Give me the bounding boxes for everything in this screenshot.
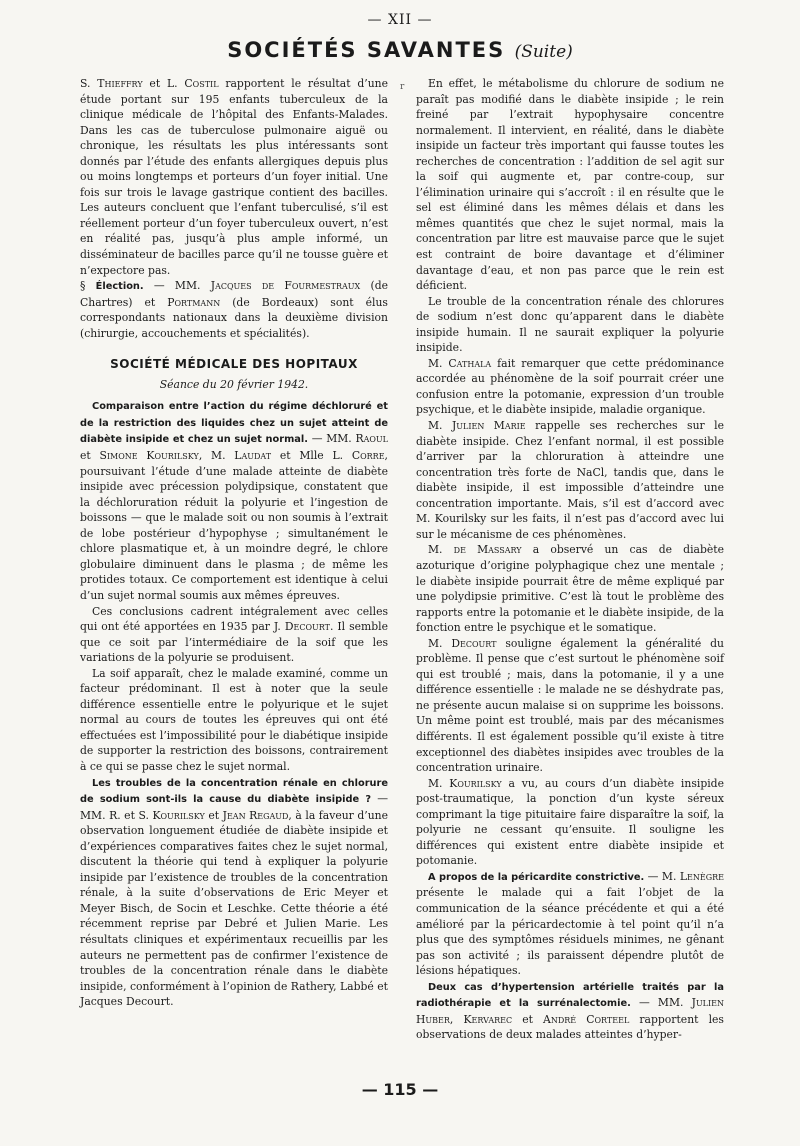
- top-page-number: — XII —: [367, 12, 433, 28]
- election-icon: §: [80, 279, 96, 293]
- paragraph-election: § Élection. — MM. Jacques de Fourmestraux (de Chartres) et Portmann (de Bordeaux) sont élus correspondants nationaux dans la deuxième division (chirurgie, accouchements et spécialités).: [80, 279, 388, 340]
- article-hypertension: Deux cas d’hypertension artérielle traités par la radiothérapie et la surrénalectomie. — MM. Julien Huber, Kervarec et André Corteel rapportent les observations de deux malades atteintes d’hyper-: [416, 981, 724, 1042]
- paragraph-thieffry: S. Thieffry et L. Costil rapportent le résultat d’une étude portant sur 195 enfants tuberculeux de la clinique médicale de l’hôpital des Enfants-Malades. Dans les cas de tuberculose pulmonaire aiguë ou chronique, les résultats les plus intéressants sont donnés par l’étude des enfants allergiques depuis plus ou moins longtemps et porteurs d’un foyer initial. Une fois sur trois le lavage gastrique contient des bacilles. Les auteurs concluent que l’enfant tuberculisé, s’il est réellement porteur d’un foyer tuberculeux ouvert, n’est en réalité pas, jusqu’à plus ample informé, un disséminateur de bacilles parce qu’il ne tousse guère et n’expectore pas.: [80, 77, 388, 277]
- paragraph-de-massary: M. de Massary a observé un cas de diabète azoturique d’origine polyphagique chez une mentale ; le diabète insipide pourrait être de même expliqué par une polydipsie primitive. C’est là tout le problème des rapports entre la potomanie et le diabète insipide, de la fonction entre le psychique et le somatique.: [416, 543, 724, 635]
- article-pericardite: A propos de la péricardite constrictive. — M. Lenègre présente le malade qui a fait l’objet de la communication de la séance précédente et qui a été amélioré par la péricardectomie à tel point qu’il n’a plus que des symptômes résiduels minimes, ne gênant pas son activité ; ils paraissent dépendre plutôt de lésions hépatiques.: [416, 869, 724, 978]
- section-title: SOCIÉTÉ MÉDICALE DES HOPITAUX: [110, 357, 358, 372]
- paragraph-conclusions: Ces conclusions cadrent intégralement avec celles qui ont été apportées en 1935 par J. Decourt. Il semble que ce soit par l’intermédiaire de la soif que les variations de la polyurie se produisent.: [80, 604, 388, 665]
- paragraph-soif: La soif apparaît, chez le malade examiné, comme un facteur prédominant. Il est à noter que la seule différence essentielle entre le polyurique et le sujet normal au cours de toutes les épreuves qui ont été effectuées est l’impossibilité pour le diabétique insipide de supporter la restriction des boissons, contrairement à ce qui se passe chez le sujet normal.: [80, 666, 388, 773]
- paragraph-metabolisme: En effet, le métabolisme du chlorure de sodium ne paraît pas modifié dans le diabète insipide ; le rein freiné par l’extrait hypophysaire concentre normalement. Il intervient, en réalité, dans le diabète insipide un facteur très important qui fausse toutes les recherches de concentration : l’addition de sel agit sur la soif qui augmente et, par contre-coup, sur l’élimination urinaire qui s’accroît : il en résulte que le sel est éliminé dans les mêmes délais et dans les mêmes quantités que chez le sujet normal, mais la concentration par litre est mauvaise parce que le sujet est contraint de boire davantage et d’éliminer davantage d’eau, et non pas parce que le rein est déficient.: [416, 77, 724, 293]
- left-column: [80, 76, 388, 1010]
- running-header: [0, 38, 800, 62]
- paragraph-cathala: M. Cathala fait remarquer que cette prédominance accordée au phénomène de la soif pourrait créer une confusion entre la potomanie, expression d’un trouble psychique, et le diabète insipide, maladie organique.: [416, 356, 724, 417]
- bottom-page-number: — 115 —: [361, 1080, 439, 1099]
- paragraph-julien-marie: M. Julien Marie rappelle ses recherches sur le diabète insipide. Chez l’enfant normal, il est possible d’arriver par la chloruration à atteindre une concentration très forte de NaCl, tandis que, dans le diabète insipide, il est impossible d’atteindre une concentration importante. Mais, s’il est d’accord avec M. Kourilsky sur les faits, il n’est pas d’accord avec lui sur le mécanisme de ces phénomènes.: [416, 419, 724, 541]
- running-title: SOCIÉTÉS SAVANTES: [227, 38, 506, 62]
- article-comparaison: Comparaison entre l’action du régime déchloruré et de la restriction des liquides chez un sujet atteint de diabète insipide et chez un sujet normal. — MM. Raoul et Simone Kourilsky, M. Laudat et Mlle L. Corre, poursuivant l’étude d’une malade atteinte de diabète insipide avec précession polydipsique, constatent que la déchloruration réduit la polyurie et l’ingestion de boissons — que le malade soit ou non soumis à l’extrait de lobe postérieur d’hypophyse ; simultanément le chlore plasmatique et, à un moindre degré, le chlore globulaire diminuent dans le plasma ; de même les protides totaux. Ce comportement est identique à celui d’un sujet normal soumis aux mêmes épreuves.: [80, 401, 388, 602]
- session-date: Séance du 20 février 1942.: [159, 377, 309, 391]
- article-troubles: Les troubles de la concentration rénale en chlorure de sodium sont-ils la cause du diabète insipide ? — MM. R. et S. Kourilsky et Jean Regaud, à la faveur d’une observation longuement étudiée de diabète insipide et d’expériences comparatives faites chez le sujet normal, discutent la théorie qui tend à expliquer la polyurie insipide par l’existence de troubles de la concentration rénale, à la suite d’observations de Eric Meyer et Meyer Bisch, de Socin et Leschke. Cette théorie a été récemment reprise par Debré et Julien Marie. Les résultats cliniques et expérimentaux recueillis par les auteurs ne permettent pas de confirmer l’existence de troubles de la concentration rénale dans le diabète insipide, conformément à l’opinion de Rathery, Labbé et Jacques Decourt.: [80, 777, 389, 1009]
- paragraph-decourt: M. Decourt souligne également la généralité du problème. Il pense que c’est surtout le phénomène soif qui est troublé ; mais, dans la potomanie, il y a une différence essentielle : le malade ne se déshydrate pas, ne présente aucun malaise si on supprime les boissons. Un même point est troublé, mais par des mécanismes différents. Il est également possible qu’il existe à titre exceptionnel des diabètes insipides avec troubles de la concentration urinaire.: [416, 636, 725, 775]
- running-suite: (Suite): [514, 42, 573, 62]
- right-column: [416, 76, 724, 1043]
- paragraph-trouble-concentration: Le trouble de la concentration rénale des chlorures de sodium n’est donc qu’apparent dans le diabète insipide humain. Il ne saurait expliquer la polyurie insipide.: [416, 294, 724, 355]
- paragraph-kourilsky: M. Kourilsky a vu, au cours d’un diabète insipide post-traumatique, la ponction d’un kyste séreux comprimant la tige pituitaire faire disparaître la soif, la polyurie ne cessant qu’ensuite. Il souligne les différences qui existent entre diabète insipide et potomanie.: [416, 776, 724, 868]
- margin-mark: r: [400, 82, 405, 92]
